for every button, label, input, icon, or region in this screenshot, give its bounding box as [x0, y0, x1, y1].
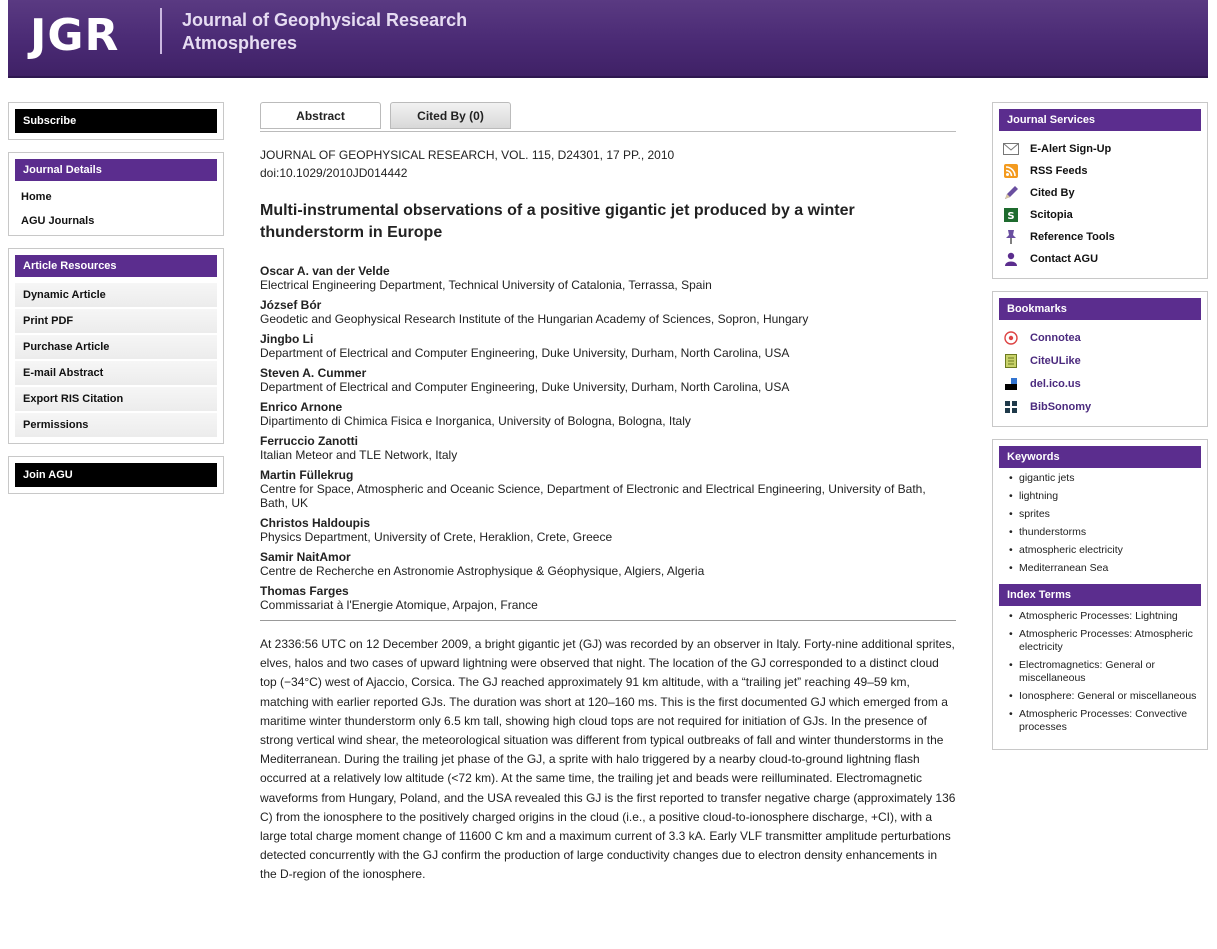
rss-icon: [1002, 163, 1020, 179]
author-affiliation: Centre for Space, Atmospheric and Oceanic Science, Department of Electronic and Electrical Engineering, University of Bath, Bath, UK: [260, 482, 926, 510]
doi[interactable]: doi:10.1029/2010JD014442: [260, 166, 408, 180]
person-icon: [1002, 251, 1020, 267]
author-name: Ferruccio Zanotti: [260, 434, 359, 448]
article-tabs: [260, 102, 956, 132]
citeulike-icon: [1004, 354, 1018, 368]
join-agu-button[interactable]: Join AGU: [15, 463, 217, 487]
right-sidebar: [992, 102, 1208, 762]
rss-feeds-label: RSS Feeds: [1030, 165, 1088, 177]
keyword-item: [1009, 526, 1201, 539]
index-term-link[interactable]: Ionosphere: General or miscellaneous: [1019, 690, 1197, 702]
author-affiliation: Physics Department, University of Crete, Heraklion, Crete, Greece: [260, 530, 613, 544]
keywords-box: [992, 439, 1208, 750]
author-entry: [260, 400, 956, 428]
reference-tools-label: Reference Tools: [1030, 231, 1115, 243]
email-abstract-link[interactable]: E-mail Abstract: [15, 361, 217, 385]
author-affiliation: Geodetic and Geophysical Research Institute of the Hungarian Academy of Sciences, Sopron, Hungary: [260, 312, 809, 326]
index-terms-list: [999, 606, 1201, 743]
journal-services-heading: Journal Services: [999, 109, 1201, 131]
delicious-link[interactable]: [999, 372, 1201, 395]
keywords-list: [999, 468, 1201, 584]
author-entry: [260, 434, 956, 462]
keyword-link[interactable]: thunderstorms: [1019, 526, 1087, 538]
divider: [260, 620, 956, 621]
pushpin-icon: [1002, 229, 1020, 245]
author-entry: [260, 298, 956, 326]
author-name: Samir NaitAmor: [260, 550, 351, 564]
index-term-item: [1009, 690, 1201, 703]
keyword-link[interactable]: lightning: [1019, 490, 1059, 502]
bibsonomy-link[interactable]: [999, 395, 1201, 418]
author-entry: [260, 366, 956, 394]
author-name: Enrico Arnone: [260, 400, 343, 414]
author-list: [260, 264, 956, 612]
article-title: Multi-instrumental observations of a positive gigantic jet produced by a winter thunderstorm in Europe: [260, 202, 855, 241]
journal-name: [182, 9, 467, 55]
e-alert-link[interactable]: [999, 138, 1201, 160]
bookmarks-box: [992, 291, 1208, 427]
author-entry: [260, 264, 956, 292]
connotea-label: Connotea: [1030, 331, 1081, 344]
keyword-item: [1009, 544, 1201, 557]
index-terms-heading: Index Terms: [999, 584, 1201, 606]
logo-divider: [160, 8, 162, 54]
connotea-link[interactable]: [999, 326, 1201, 349]
article-resources-box: [8, 248, 224, 444]
keyword-link[interactable]: gigantic jets: [1019, 472, 1075, 484]
keyword-item: [1009, 562, 1201, 575]
scitopia-label: Scitopia: [1030, 209, 1073, 221]
index-term-item: [1009, 610, 1201, 623]
author-affiliation: Centre de Recherche en Astronomie Astrophysique & Géophysique, Algiers, Algeria: [260, 564, 705, 578]
author-affiliation: Electrical Engineering Department, Technical University of Catalonia, Terrassa, Spain: [260, 278, 712, 292]
author-entry: [260, 332, 956, 360]
reference-tools-link[interactable]: [999, 226, 1201, 248]
index-term-link[interactable]: Atmospheric Processes: Atmospheric electricity: [1019, 628, 1193, 653]
main-content: [260, 102, 956, 885]
author-name: Steven A. Cummer: [260, 366, 367, 380]
scitopia-icon: [1002, 207, 1020, 223]
scitopia-link[interactable]: [999, 204, 1201, 226]
author-name: Thomas Farges: [260, 584, 349, 598]
e-alert-label: E-Alert Sign-Up: [1030, 143, 1112, 155]
purchase-article-link[interactable]: Purchase Article: [15, 335, 217, 359]
subscribe-button[interactable]: Subscribe: [15, 109, 217, 133]
author-name: Christos Haldoupis: [260, 516, 371, 530]
abstract-text: At 2336:56 UTC on 12 December 2009, a bright gigantic jet (GJ) was recorded by an observer in Italy. Forty-nine additional sprites, elves, halos and two cases of upward lightning were observed that night. The location of the GJ corresponded to a distinct cloud top (−34°C) west of Ajaccio, Corsica. The GJ reached approximately 91 km altitude, with a “trailing jet” reaching 49–59 km, matching with earlier reported GJs. The duration was short at 120–160 ms. This is the first documented GJ which emerged from a maritime winter thunderstorm only 6.5 km tall, showing high cloud tops are not required for initiation of GJs. In the presence of strong vertical wind shear, the meteorological situation was different from typical outbreaks of fall and winter thunderstorms in the Mediterranean. During the trailing jet phase of the GJ, a sprite with halo triggered by a nearby cloud-to-ground lightning flash occurred at a relatively low altitude (<72 km). At the same time, the trailing jet and beads were reilluminated. Electromagnetic waveforms from Hungary, Poland, and the USA revealed this GJ is the first reported to transfer negative charge (approximately 136 C) from the ionosphere to the positively charged origins in the cloud (i.e., a positive cloud-to-ionosphere discharge, +CI), with a large total charge moment change of 11600 C km and a maximum current of 3.3 kA. Early VLF transmitter amplitude perturbations detected concurrently with the GJ confirm the production of large conductivity changes due to electron density enhancements in the D-region of the ionosphere.: [260, 637, 956, 882]
keywords-heading: Keywords: [999, 446, 1201, 468]
journal-name-line1: Journal of Geophysical Research: [182, 10, 468, 30]
subscribe-box: [8, 102, 224, 140]
delicious-label: del.ico.us: [1030, 377, 1081, 390]
author-affiliation: Department of Electrical and Computer Engineering, Duke University, Durham, North Carolina, USA: [260, 346, 790, 360]
bibsonomy-icon: [1004, 400, 1018, 414]
print-pdf-link[interactable]: Print PDF: [15, 309, 217, 333]
site-header: [8, 0, 1208, 78]
keyword-item: [1009, 508, 1201, 521]
keyword-link[interactable]: atmospheric electricity: [1019, 544, 1123, 556]
journal-citation: JOURNAL OF GEOPHYSICAL RESEARCH, VOL. 115, D24301, 17 PP., 2010: [260, 148, 675, 162]
citeulike-link[interactable]: [999, 349, 1201, 372]
journal-details-box: [8, 152, 224, 236]
envelope-icon: [1002, 141, 1020, 157]
journal-name-line2: Atmospheres: [182, 33, 298, 53]
index-term-link[interactable]: Electromagnetics: General or miscellaneous: [1019, 659, 1155, 684]
keyword-link[interactable]: Mediterranean Sea: [1019, 562, 1109, 574]
author-name: Martin Füllekrug: [260, 468, 354, 482]
export-ris-link[interactable]: Export RIS Citation: [15, 387, 217, 411]
author-entry: [260, 516, 956, 544]
bookmarks-heading: Bookmarks: [999, 298, 1201, 320]
index-term-link[interactable]: Atmospheric Processes: Lightning: [1019, 610, 1178, 622]
author-affiliation: Commissariat à l'Energie Atomique, Arpajon, France: [260, 598, 538, 612]
author-affiliation: Department of Electrical and Computer Engineering, Duke University, Durham, North Carolina, USA: [260, 380, 790, 394]
author-name: Jingbo Li: [260, 332, 314, 346]
keyword-item: [1009, 490, 1201, 503]
bibsonomy-label: BibSonomy: [1030, 400, 1092, 413]
journal-services-box: [992, 102, 1208, 279]
author-entry: [260, 468, 956, 510]
author-entry: [260, 550, 956, 578]
join-box: [8, 456, 224, 494]
cited-by-label: Cited By: [1030, 187, 1075, 199]
left-sidebar: [8, 102, 224, 506]
author-name: Oscar A. van der Velde: [260, 264, 390, 278]
author-affiliation: Dipartimento di Chimica Fisica e Inorganica, University of Bologna, Bologna, Italy: [260, 414, 691, 428]
nav-home-link[interactable]: Home: [21, 191, 52, 203]
tab-cited-by[interactable]: Cited By (0): [390, 102, 511, 129]
jgr-logo[interactable]: JGR: [30, 10, 120, 61]
contact-agu-link[interactable]: [999, 248, 1201, 270]
nav-agu-journals-link[interactable]: AGU Journals: [21, 215, 95, 227]
permissions-link[interactable]: Permissions: [15, 413, 217, 437]
keyword-item: [1009, 472, 1201, 485]
journal-details-heading: Journal Details: [15, 159, 217, 181]
svg-text:S: S: [1007, 211, 1015, 222]
article-resources-heading: Article Resources: [15, 255, 217, 277]
connotea-icon: [1004, 331, 1018, 345]
index-term-item: [1009, 659, 1201, 685]
tab-abstract[interactable]: Abstract: [260, 102, 381, 129]
index-term-link[interactable]: Atmospheric Processes: Convective processes: [1019, 708, 1188, 733]
delicious-icon: [1004, 377, 1018, 391]
author-affiliation: Italian Meteor and TLE Network, Italy: [260, 448, 458, 462]
index-term-item: [1009, 628, 1201, 654]
keyword-link[interactable]: sprites: [1019, 508, 1050, 520]
citeulike-label: CiteULike: [1030, 354, 1081, 367]
pen-icon: [1002, 185, 1020, 201]
index-term-item: [1009, 708, 1201, 734]
cited-by-link[interactable]: [999, 182, 1201, 204]
contact-agu-label: Contact AGU: [1030, 253, 1099, 265]
author-entry: [260, 584, 956, 612]
rss-feeds-link[interactable]: [999, 160, 1201, 182]
dynamic-article-link[interactable]: Dynamic Article: [15, 283, 217, 307]
author-name: József Bór: [260, 298, 322, 312]
citation: [260, 146, 956, 182]
